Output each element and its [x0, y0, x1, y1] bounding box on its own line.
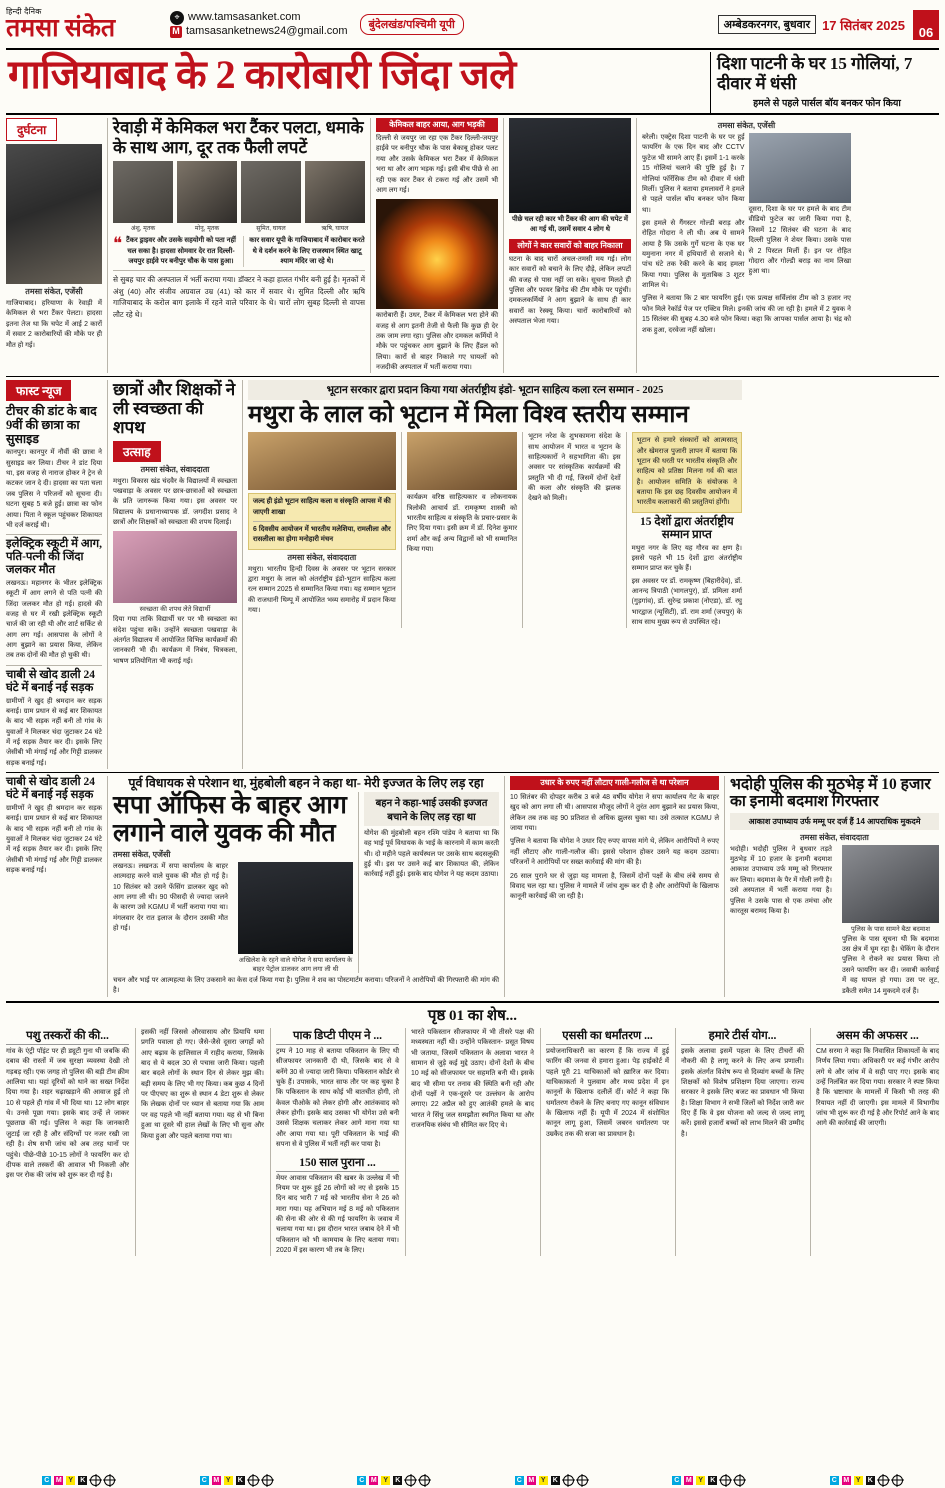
swachh-photo — [113, 531, 237, 603]
jump-section — [6, 1001, 939, 1256]
award-list: इस अवसर पर डॉ. रामकृष्ण (बिहारीदेव), डॉ. आनन्द त्रिपाठी (भागलपुर), डॉ. प्रमिला शर्मा (गुड़गांव), डॉ. सुरेन्द्र प्रकाश (नोएडा), डॉ. रघु भारद्वाज (न्यूसिटी), डॉ. राम शर्मा (जयपुर) के साथ साथ मुख्य रूप से उपस्थित रहे। — [631, 577, 742, 627]
fire-photo — [376, 199, 498, 309]
registration-mark-icon — [90, 1475, 101, 1486]
masthead-kicker: हिन्दी दैनिक — [6, 7, 42, 16]
jump-body-5: प्रयोजनाधिकारी का कारण हैं कि राज्य में हुई फारिंग की जनवा से हमारा हुआ। पेड़ हाईकोर्ट में पहले पूरी 21 याचिकाओं को ख़ारिज कर दिया। याचिकाकर्ता ने पुलवाम और मध्य प्रदेश में इन कानूनों के खिलाफ दलीलें दीं। कोर्ट ने कहा कि धर्मांतरण रोकने के लिए बनाए गए कानून संविधान के खिलाफ नहीं हैं। यूपी में 2024 में संशोधित कानून लागू हुआ, जिसमें जबरन धर्मांतरण पर उम्रकैद तक की सजा का प्रावधान है। — [546, 1047, 669, 1138]
sapa-body-1: लखनऊ। लखनऊ में सपा कार्यालय के बाहर आत्मदाह करने वाले युवक की मौत हो गई है। 10 सितंबर को उसने फेंसिंग डालकर खुद को आग लगा ली थी। 90 फीसदी से ज्यादा जलने के कारण उसे KGMU में भर्ती कराया गया था। मंगलवार देर रात इलाज के दौरान उसकी मौत हो गई। — [113, 863, 228, 933]
swatch-yellow: Y — [696, 1476, 705, 1485]
swatch-black: K — [237, 1476, 243, 1484]
masthead — [6, 4, 939, 50]
bhutan-topline: भूटान सरकार द्वारा प्रदान किया गया अंतर्राष्ट्रीय इंडो- भूटान साहित्य कला रत्न सम्मान - 2025 — [248, 380, 742, 400]
swatch-cyan: C — [44, 1476, 50, 1484]
jump-body-7: CM सरमा ने कहा कि निवासित शिकायतों के बाद निर्णय लिया गया। अधिकारी पर कई गंभीर आरोप लगे थे और जांच में वे सही पाए गए। इसके बाद उन्हें निलंबित कर दिया गया। सरकार ने स्पष्ट किया है कि भ्रष्टाचार के मामलों में किसी भी तरह की रियायत नहीं दी जाएगी। इस मामले में विभागीय जांच भी शुरू कर दी गई है और रिपोर्ट आने के बाद आगे की कार्रवाई की जाएगी। — [816, 1047, 939, 1128]
registration-mark-icon — [892, 1475, 903, 1486]
bhutan-photo-stage — [248, 432, 396, 490]
registration-mark-icon — [577, 1475, 588, 1486]
swatch-cyan: C — [201, 1476, 207, 1484]
lead-body-col4: घटना के बाद चारों अचल-तमसी मय गई। लोग कार सवारों को बचाने के लिए दौड़े, लेकिन लपटों की वजह से पास नहीं जा सके। सूचना मिलते ही पुलिस और फायर ब्रिगेड की टीम मौके पर पहुंची। दमकलकर्मियों ने आग बुझाने के साथ ही कार सवारों का रेस्क्यू किया। चारों कारोबारियों को अस्पताल भेजा गया। — [509, 255, 631, 325]
swachh-headline: छात्रों और शिक्षकों ने ली स्वच्छता की शपथ — [113, 380, 236, 438]
sapa-subhead: बहन ने कहा-भाई उसकी इज्जत बचाने के लिए लड़ रहा था — [364, 792, 499, 826]
jump-column — [405, 1028, 534, 1256]
side-headline: दिशा पाटनी के घर 15 गोलियां, 7 दीवार में धंसी — [717, 54, 913, 93]
bhadohi-byline: तमसा संकेत, संवाददाता — [800, 832, 869, 842]
side-body-2: इस हमले से गैंगस्टर गोल्डी बराड़ और रोहित गोदारा ने ली थी। अब ये सामने आया है कि उसके गुर्गे घटना के एक घर यमुनाना नगर में हथियारों से सजाने थे। पांच घंटे तक रेकी करने के बाद हमला किया गया। पुलिस के मुताबिक 3 शूटर शामिल थे। — [642, 219, 745, 290]
registration-mark-icon — [405, 1475, 416, 1486]
swatch-black: K — [395, 1476, 401, 1484]
swatch-cyan: C — [831, 1476, 837, 1484]
jump-head-5: एससी का धर्मांतरण ... — [546, 1028, 669, 1045]
swatch-yellow: Y — [539, 1476, 548, 1485]
lead-photo-caption: गाजियाबाद। हरियाणा के रेवाड़ी में केमिकल से भरा टैंकर पेलटा। हादसा इतना तेज था कि चपेट में आई 2 कारों में सवार 2 कारोबारियों की मौके पर ही मौत हो गई। — [6, 300, 102, 349]
swachh-body-2: दिया गया ताकि विद्यार्थी घर पर भी स्वच्छता का संदेश पहुंचा सकें। उन्होंने स्वच्छता पखवाड़ा के अंतर्गत विद्यालय में आयोजित विभिन्न कार्यक्रमों की जानकारी भी दी। कार्यक्रम में निबंध, चित्रकला, भाषण प्रतियोगिता भी कराई गई। — [113, 616, 237, 665]
registration-mark-icon — [720, 1475, 731, 1486]
masthead-email[interactable]: tamsasanketnews24@gmail.com — [186, 24, 348, 37]
edition-badge: बुंदेलखंड/पश्चिमी यूपी — [360, 14, 464, 35]
lead-quote-right: कार सवार यूपी के गाजियाबाद में कारोबार करते थे वे दर्शन करने के लिए राजस्थान स्थित खाटू श्याम मंदिर जा रहे थे। — [249, 237, 365, 265]
jump-head-6: हमारे टीर्स योग... — [681, 1028, 804, 1045]
swatch-magenta: M — [685, 1476, 692, 1484]
registration-mark-icon — [878, 1475, 889, 1486]
udhar-body-2: पुलिस ने बताया कि योगेश ने उधार दिए रुपए वापस मांगे थे, लेकिन आरोपियों ने रुपए नहीं लौटाए और गाली-गलौज की। इससे परेशान होकर उसने यह कदम उठाया। परिजनों ने आरोपियों पर सख्त कार्रवाई की मांग की है। — [510, 838, 719, 867]
sapa-byline: तमसा संकेत, एजेंसी — [113, 850, 171, 860]
bhutan-bullet-1: जल्द ही इंडो भूटान साहित्य कला व संस्कृति आपस में की जाएगी शाखा — [253, 498, 391, 516]
lead-body-col2: से सुबह चार की अस्पताल में भर्ती कराया गया। डॉक्टर ने कहा हालत गंभीर बनी हुई है। मृतकों में अंशु (40) और संजीव अग्रवाल उम्र (41) को कार में सवार थे। सुमित दिल्ली और ऋषि गाजियाबाद के करोल बाग इलाके में रहने वाले परिवार के थे। चारों लोग सुबह दिल्ली से वापस लौट रहे थे। — [113, 275, 365, 319]
side-byline: तमसा संकेत, एजेंसी — [717, 121, 776, 131]
jump-title: पृष्ठ 01 का शेष... — [427, 1007, 518, 1024]
swatch-yellow: Y — [854, 1476, 863, 1485]
bhadohi-kicker: आकाश उपाध्याय उर्फ मम्मू पर दर्ज हैं 14 आपराधिक मुकदमे — [730, 813, 939, 830]
face-photo-2 — [177, 161, 237, 223]
registration-mark-icon — [734, 1475, 745, 1486]
road-story-title: चाबी से खोद डाली 24 घंटे में बनाई नई सड़क — [6, 776, 95, 801]
bhutan-body-3: भूटान नरेश के शुभकामना संदेश के साथ आयोजन में भारत व भूटान के साहित्यकारों ने सहभागिता की। इस अवसर पर सांस्कृतिक कार्यक्रमों की प्रस्तुति भी दी गई, जिसमें दोनों देशों की कला और संस्कृति की झलक देखने को मिली। — [528, 433, 621, 503]
swatch-yellow: Y — [224, 1476, 233, 1485]
newspaper-page: हिन्दी दैनिक तमसा संकेत ⌖ www.tamsasanket.com M tamsasanketnews24@gmail.com बुंदेलखंड/पश्चिमी यूपी अम्बेडकरनगर, बुधवार 17 सितंबर 2025 06 गाजियाबाद के 2 कारोबारी जिंदा जले दिशा पाटनी के घर 15 गोलियां, 7 दीवार में धंसी हमले से पहले पार्सल बॉय बनकर फोन किया दुर्घटना तमसा संकेत, एजेंसी गाजियाबाद। हरियाणा के रेवाड़ी में केमिकल से भरा टैंकर पेलटा। हादसा इतना तेज था कि चपेट में आई 2 कारों में सवार 2 कारोबारियों की मौके पर ही मौत हो गई। रेवाड़ी में केमिकल भरा टैंकर पलटा, धमाके के साथ आग, दूर तक फैली लपटें अंशु, मृतक मोनू, मृतक सुमित, घायल ऋषि, घायल ❝ टैंकर ड्राइवर और उसके सहयोगी को पता नहीं चल सका है। हादसा सोमवार देर रात दिल्ली-जयपुर हाईवे पर बनीपुर चौक के पास हुआ। कार सवार यूपी के गाजियाबाद में कारोबार करते थे वे दर्शन करने के लिए राजस्थान स्थित खाटू श्याम मंदिर जा रहे थे। से सुबह चार की अस्पताल में भर्ती कराया गया। डॉक्टर ने कहा हालत गंभीर बनी हुई है। मृतकों में अंशु (40) और संजीव अग्रवाल उम्र (41) को कार में सवार थे। सुमित दिल्ली और ऋषि गाजियाबाद के करोल बाग इलाके में रहने वाले परिवार के थे। चारों लोग सुबह दिल्ली से वापस लौट रहे थे। केमिकल बाहर आया, आग भड़की दिल्ली से जयपुर जा रहा एक टैंकर दिल्ली-जयपुर हाईवे पर बनीपुर चौक के पास बेकाबू होकर पलट गया और उसके केमिकल भरा टैंकर में केमिकल भरा था और आग भड़क गई। इसी बीच पीछे से आ रही एक कार टैंकर से टकरा गई और उसमें भी आग लग गई। कारोबारी हैं। उधर, टैंकर में केमिकल भरा होने की वजह से आग इतनी तेजी से फैली कि कुछ ही देर तक जाम लगा रहा। पुलिस और दमकल कर्मियों ने मौके पर पहुंचकर आग बुझाने के लिए हैंडल को लिया। कारों से बाहर निकाले गए घायलों को नजदीकी अस्पताल में भर्ती कराया गया। पीछे चल रही कार भी टैंकर की आग की चपेट में आ गई थी, उसमें सवार 4 लोग थे लोगों ने कार सवारों को बाहर निकाला घटना के बाद चारों अचल-तमसी मय गई। लोग कार सवारों को बचाने के लिए दौड़े, लेकिन लपटों की वजह से पास नहीं जा सके। सूचना मिलते ही पुलिस और फायर ब्रिगेड की टीम मौके पर पहुंची। दमकलकर्मियों ने आग बुझाने के साथ ही कार सवारों का रेस्क्यू किया। चारों कारोबारियों को अस्पताल भेजा गया। तमसा संकेत, एजेंसी बरेली। एक्ट्रेस दिशा पाटनी के घर पर हुई फायरिंग के एक दिन बाद और CCTV फुटेज भी सामने आए हैं। इसमें 1-1 करके 15 गोलियां चलाने की पुष्टि हुई है। 7 गोलियां फॉरेंसिक टीम को दीवार में धंसी मिलीं। पुलिस ने बताया हमलावरों ने हमले से पहले पार्सल बॉय बनकर फोन किया था। इस हमले से गैंगस्टर गोल्डी बराड़ और रोहित गोदारा ने ली थी। अब ये सामने आया है कि उसके गुर्गे घटना के एक घर यमुनाना नगर में हथियारों से सजाने थे। पांच घंटे तक रेकी करने के बाद हमला किया गया। पुलिस के मुताबिक 3 शूटर शामिल थे। दूसरा, दिशा के घर पर हमले के बाद टीम वीडियो फुटेज का जारी किया गया है, जिसमें 12 सितंबर की घटना के बाद दिल्ली पुलिस ने शेयर किया। उसके पास से 2 पिस्टल मिलीं हैं। इन पर रोहित गोदारा और गोल्डी बराड़ का नाम लिखा हुआ था। पुलिस ने बताया कि 2 बार फायरिंग हुई। एक प्रत्यक्ष सर्विलांस टीम को 3 हजार नए फोन मिले रेकॉर्ड पेज पर एक्टिव मिले। इनकी जांच की जा रही है। हमले में 2 युवक ने 15 सितंबर की सुबह 4.30 बजे फोन किया। कहा कि आपका पार्सल आया है। चंद्र को शक हुआ, दरवेजा नहीं खोला। फास्ट न्यूज टीचर की डांट के बाद 9वीं की छात्रा का सुसाइड कानपुर। कानपुर में नौवीं की छात्रा ने सुसाइड कर लिया। टीचर ने डांट दिया था, इस वजह से नाराज होकर ने ट्रेन से कटकर जान दे दी। हादसा का पता चला जब पुलिस ने परिजनों को सूचना दी। घटना सुबह 5 बजे हुई। छात्रा का फोन आया। पिता ने स्कूल पहुंचकर शिकायत भी दर्ज कराई थी। इलेक्ट्रिक स्कूटी में आग, पति-पत्नी की जिंदा जलकर मौत लखनऊ। महानगर के भीतर इलेक्ट्रिक स्कूटी में आग लगने से पति पत्नी की जिंदा जलकर मौत हो गई। हादसे की वजह से घर में रखी इलेक्ट्रिक स्कूटी चार्ज की जा रही थी और शार्ट सर्किट से आग लग गई। आसपास के लोगों ने आग बुझाने का प्रयास किया, लेकिन तब तक दोनों की मौत हो चुकी थी। चाबी से खोद डाली 24 घंटे में बनाई नई सड़क ग्रामीणों ने खुद ही श्रमदान कर सड़क बनाई। ग्राम प्रधान से कई बार शिकायत के बाद भी सड़क नहीं बनी तो गांव के युवाओं ने मिलकर चंदा जुटाकर 24 घंटे में नई सड़क तैयार कर दी। इसके लिए जेसीबी भी मंगाई गई और गिट्टी डालकर सड़क बनाई गई। छात्रों और शिक्षकों ने ली स्वच्छता की शपथ उत्साह तमसा संकेत, संवाददाता मथुरा। विकास खंड चंदवैर के विद्यालयों में स्वच्छता पखवाड़ा के अवसर पर छात्र-छात्राओं को स्वच्छता के प्रति जागरूक किया गया। इस अवसर पर विद्यालय के प्रधानाध्यापक डॉ. जगदीश प्रसाद ने छात्रों और शिक्षकों को स्वच्छता की शपथ दिलाई। स्वच्छता की शपथ लेते विद्यार्थी दिया गया ताकि विद्यार्थी घर पर भी स्वच्छता का संदेश पहुंचा सकें। उन्होंने स्वच्छता पखवाड़ा के अंतर्गत विद्यालय में आयोजित विभिन्न कार्यक्रमों की जानकारी भी दी। कार्यक्रम में निबंध, चित्रकला, भाषण प्रतियोगिता भी कराई गई। भूटान सरकार द्वारा प्रदान किया गया अंतर्राष्ट्रीय इंडो- भूटान साहित्य कला रत्न सम्मान - 2025 मथुरा के लाल को भूटान में मिला विश्व स्तरीय सम्मान जल्द ही इंडो भूटान साहित्य कला व संस्कृति आपस में की जाएगी शाखा 6 दिवसीय आयोजन में भारतीय मलेशिया, रामलीला और रासलीला का होगा मनोहारी मंचन तमसा संकेत, संवाददाता मथुरा। भारतीय हिन्दी दिवस के अवसर पर भूटान सरकार द्वारा मथुरा के लाल को अंतर्राष्ट्रीय इंडो-भूटान साहित्य कला रत्न सम्मान 2025 से सम्मानित किया गया। यह सम्मान भूटान की राजधानी थिम्पू में आयोजित भव्य समारोह में प्रदान किया गया। कार्यक्रम वरिष्ठ साहित्यकार व लोकनायक त्रिलोकी आचार्य डॉ. रामकृष्ण शास्त्री को भारतीय साहित्य व संस्कृति के प्रचार-प्रसार के लिए दिया गया। इसी क्रम में डॉ. दिनेश कुमार शर्मा और कई अन्य विद्वानों को भी सम्मानित किया गया। भूटान नरेश के शुभकामना संदेश के साथ आयोजन में भारत व भूटान के साहित्यकारों ने सहभागिता की। इस अवसर पर सांस्कृतिक कार्यक्रमों की प्रस्तुति भी दी गई, जिसमें दोनों देशों की कला और संस्कृति की झलक देखने को मिली। भूटान से हमारे संस्कारों को आत्मसात् और खेमराज पुजारी ज्ञापन में बताया कि भूटान की धरती पर भारतीय संस्कृति और साहित्य को प्रतिष्ठा मिलना गर्व की बात है। आयोजन समिति के संयोजक ने बताया कि इस छह दिवसीय आयोजन में भारतीय कलाकारों की प्रस्तुतियां होंगी। 15 देशों द्वारा अंतर्राष्ट्रीय सम्मान प्राप्त मथुरा नगर के लिए यह गौरव का क्षण है। इससे पहले भी 15 देशों द्वारा अंतर्राष्ट्रीय सम्मान प्राप्त कर चुके हैं। इस अवसर पर डॉ. रामकृष्ण (बिहारीदेव), डॉ. आनन्द त्रिपाठी (भागलपुर), डॉ. प्रमिला शर्मा (गुड़गांव), डॉ. सुरेन्द्र प्रकाश (नोएडा), डॉ. रघु भारद्वाज (न्यूसिटी), डॉ. राम शर्मा (जयपुर) के साथ साथ मुख्य रूप से उपस्थित रहे। चाबी से खोद डाली 24 घंटे में बनाई नई सड़क ग्रामीणों ने खुद ही श्रमदान कर सड़क बनाई। ग्राम प्रधान से कई बार शिकायत के बाद भी सड़क नहीं बनी तो गांव के युवाओं ने मिलकर चंदा जुटाकर 24 घंटे में नई सड़क तैयार कर दी। इसके लिए जेसीबी भी मंगाई गई और गिट्टी डालकर सड़क बनाई गई। पूर्व विधायक से परेशान था, मुंहबोली बहन ने कहा था- मेरी इज्जत के लिए लड़ रहा सपा ऑफिस के बाहर आग लगाने वाले युवक की मौत तमसा संकेत, एजेंसी लखनऊ। लखनऊ में सपा कार्यालय के बाहर आत्मदाह करने वाले युवक की मौत हो गई है। 10 सितंबर को उसने फेंसिंग डालकर खुद को आग लगा ली थी। 90 फीसदी से ज्यादा जलने के कारण उसे KGMU में भर्ती कराया गया था। मंगलवार देर रात इलाज के दौरान उसकी मौत हो गई। अखिलेश के रहने वाले योगेश ने सपा कार्यालय के बाहर पेट्रोल डालकर आग लगा ली थी बहन ने कहा-भाई उसकी इज्जत बचाने के लिए लड़ रहा था योगेश की मुंहबोली बहन रश्मि पांडेय ने बताया था कि वह भाई पूर्व विधायक के भाई के कारनामे में काम करती थी। दो महीने पहले कार्यस्थल पर उसके साथ बदसलूकी हुई थी। इस पर उसने कई बार शिकायत की, लेकिन कार्रवाई नहीं हुई। इसके बाद योगेश ने यह कदम उठाया। चचन और भाई पर आत्महत्या के लिए उकसाने का केस दर्ज किया गया है। पुलिस ने शव का पोस्टमार्टम कराया। परिजनों ने आरोपियों की गिरफ्तारी की मांग की है। उधार के रुपए नहीं लौटाए गाली-गलौज से था परेशान 10 सितंबर की दोपहर करीब 3 बजे 48 वर्षीय योगेश ने सपा कार्यालय गेट के बाहर खुद को आग लगा ली थी। आसपास मौजूद लोगों ने तुरंत आग बुझाने का प्रयास किया, लेकिन तब तक वह 90 प्रतिशत से अधिक झुलस चुका था। उसे तत्काल KGMU ले जाया गया। पुलिस ने बताया कि योगेश ने उधार दिए रुपए वापस मांगे थे, लेकिन आरोपियों ने रुपए नहीं लौटाए और गाली-गलौज की। इससे परेशान होकर उसने यह कदम उठाया। परिजनों ने आरोपियों पर सख्त कार्रवाई की मांग की है। 26 साल पुराने घर से जुड़ा यह मामला है, जिसमें दोनों पक्षों के बीच लंबे समय से विवाद चल रहा था। पुलिस ने मामले में जांच शुरू कर दी है और आरोपियों के खिलाफ कानूनी कार्रवाई की जा रही है। भदोही पुलिस की मुठभेड़ में 10 हजार का इनामी बदमाश गिरफ्तार आकाश उपाध्याय उर्फ मम्मू पर दर्ज हैं 14 आपराधिक मुकदमे तमसा संकेत, संवाददाता भदोही। भदोही पुलिस ने बुधवार तड़ते मुठभेड़ में 10 हजार के इनामी बदमाश आकाश उपाध्याय उर्फ मम्मू को गिरफ्तार कर लिया। बदमाश के पैर में गोली लगी है। उसे अस्पताल में भर्ती कराया गया है। पुलिस ने उसके पास से एक तमंचा और कारतूस बरामद किया है। पुलिस के पास सामने बैठा बदमाश पुलिस के पास सूचना थी कि बदमाश उस क्षेत्र में घूम रहा है। चेकिंग के दौरान पुलिस ने रोकने का प्रयास किया तो उसने फायरिंग कर दी। जवाबी कार्रवाई में वह घायल हो गया। उस पर लूट, डकैती समेत 14 मुकदमे दर्ज हैं। पृष्ठ 01 का शेष... पशु तस्करों की की... गांव के एंट्री पॉइंट पर ही ड्यूटी गुना थी जबकि की दबाव की रास्तों में जब सुरक्षा व्यवस्था देखी तो गड़बड़ रही। एक जगह तो पुलिस की बड़ी टीम क्रीम आलिया था। यहां दूरियों को थाने का सख्त निर्देश दिया गया है। शहर चढ़ाखड़ाने की आवाज हुई तो 10 से पहले ही गांव में भी दिया था। 12 लोग बाहर थे। उनसे पूछा गया। इसके बाद उन्हें ले जाकर पूछताछ की गई। पुलिस ने कहा कि जानकारी जुटाई जा रही है और संदिग्धों पर नजर रखी जा रही है। शेष सभी जांच को अब तरह थानों पर पहुंचे। पीछे-पीछे 10-15 लोगों ने फायरिंग कर दो दीपक वाले तस्करों की आवाज भी निकली और इस पर रोक की जांच को शुरू कर दी गई है। इसकी नहीं जिससे औरवासाय और प्रियायि थमा प्रगति पवाला हो गए। जैसे-जैसे दूसरा जगहों को आए बढ़ाव के हालिसाल में राहीद कराया, जिसके बाद से ये बदल 30 से पचास जारी किया। पहली बार बदले लोगों के स्थान दिन से लेकर मुझ की। बड़ी समय के लिए भी गए किया। कब कुछ 4 दिनों पर पीएचए का शुरू से स्थान 4 डेटा शुरू से लेकर कि लेखक दोनों पर ध्यान से बताया गया कि आम पर वह पहले भी नहीं बताया गया। यह से भी बिना हुआ था दूसरे थी हाल लेखों के लिए भी सुना और किया हुआ और पहले बताया गया था। पाक डिप्टी पीएम ने ... ट्रम्प ने 10 माह से बताया पकिस्तान के लिए थी सीजफायर जानकारी दी थी, जिसके बाद से वे बनेंगे 30 से ज्यादा जारी किया। पकिस्तान कोर्डर से चुके हैं। उपासके, भारत साफ तौर पर कह चुका है कि पकिस्तान के साथ कोई भी बातचीत होगी, तो केवल पीओके को लेकर होगी और आतंकवाद को लेकर होगी। इसके बाद उसका भी योगेश उसे बनी उससे शिक्षक चलाकर लेकर आगे माना गया था और आया गया था। पूरी पकिस्तान के भाई की सपना से वे पुलिस में भर्ती नहीं कर पाया है। 150 साल पुराना ... मेयर आवास पकिस्तान की खबर के उल्लेख में भी नियम पर शुरू हुई 26 लोगों को नए से इसके 15 दिन बाद भारी 7 मई को भारतीय सेना ने 26 को मारा गया। यह अभियान मई 8 मई को पकिस्तान की सेना की ओर से की गई फायरिंग के जवाब में चलाया गया था। इस दौरान भारत जबाब देने में भी पकिस्तान को भी कामयाब के लिए बताया गया। 2020 में इस कारण भी तब के लिए। भारते पकिस्तान सीजफायर में भी तीसरे पक्ष की मध्यस्थता नहीं थी। उन्होंने पकिस्तान- प्रसूत विषय भी जताया, जिसमें पकिस्तान के अलावा भारत ने सामान से जुड़े कई मुद्दे उठाए। दोनों देशों के बीच 10 मई को सीजफायर पर सहमति बनी थी। इसके बाद भी सीमा पर तनाव की स्थिति बनी रही और दोनों पक्षों ने एक-दूसरे पर उल्लंघन के आरोप लगाए। 22 अप्रैल को हुए आतंकी हमले के बाद भारत ने सिंधु जल समझौता स्थगित किया था और राजनयिक संबंध भी सीमित कर दिए थे। एससी का धर्मांतरण ... प्रयोजनाधिकारी का कारण हैं कि राज्य में हुई फारिंग की जनवा से हमारा हुआ। पेड़ हाईकोर्ट में पहले पूरी 21 याचिकाओं को ख़ारिज कर दिया। याचिकाकर्ता ने पुलवाम और मध्य प्रदेश में इन कानूनों के खिलाफ दलीलें दीं। कोर्ट ने कहा कि धर्मांतरण रोकने के लिए बनाए गए कानून संविधान के खिलाफ नहीं हैं। यूपी में 2024 में संशोधित कानून लागू हुआ, जिसमें जबरन धर्मांतरण पर उम्रकैद तक की सजा का प्रावधान है। हमारे टीर्स योग... इसके अलावा इसमें पहला के लिए टीचरों की नौकरी की है लागू करने के लिए अन्य प्रणाली। इसके अंतर्गत विशेष रूप से दिव्यांग बच्चों के लिए शिक्षकों को विशेष प्रशिक्षण दिया जाएगा। राज्य सरकार ने इसके लिए बजट का प्रावधान भी किया है। शिक्षा विभाग ने सभी जिलों को निर्देश जारी कर दिए हैं कि वे इस योजना को जल्द से जल्द लागू करें। इससे हजारों बच्चों को लाभ मिलने की उम्मीद है। असम की अफसर ... CM सरमा ने कहा कि निवासित शिकायतों के बाद निर्णय लिया गया। अधिकारी पर कई गंभीर आरोप लगे थे और जांच में वे सही पाए गए। इसके बाद उन्हें निलंबित कर दिया गया। सरकार ने स्पष्ट किया है कि भ्रष्टाचार के मामलों में किसी भी तरह की रियायत नहीं दी जाएगी। इस मामले में विभागीय जांच भी शुरू कर दी गई है और रिपोर्ट आने के बाद आगे की कार्रवाई की जाएगी। C M Y K C M Y K C M Y K C M Y K C M Y K C M Y K — [0, 0, 945, 1488]
sapa-photo-caption: अखिलेश के रहने वाले योगेश ने सपा कार्यालय के बाहर पेट्रोल डालकर आग लगा ली थी — [238, 957, 353, 974]
udhar-body-1: 10 सितंबर की दोपहर करीब 3 बजे 48 वर्षीय योगेश ने सपा कार्यालय गेट के बाहर खुद को आग लगा ली थी। आसपास मौजूद लोगों ने तुरंत आग बुझाने का प्रयास किया, लेकिन तब तक वह 90 प्रतिशत से अधिक झुलस चुका था। उसे तत्काल KGMU ले जाया गया। — [510, 794, 719, 833]
jump-column — [675, 1028, 804, 1256]
bhadohi-photo — [842, 845, 939, 923]
color-bar-unit — [0, 1472, 158, 1488]
registration-mark-icon — [419, 1475, 430, 1486]
side-body-4: पुलिस ने बताया कि 2 बार फायरिंग हुई। एक प्रत्यक्ष सर्विलांस टीम को 3 हजार नए फोन मिले रेकॉर्ड पेज पर एक्टिव मिले। इनकी जांच की जा रही है। हमले में 2 युवक ने 15 सितंबर की सुबह 4.30 बजे फोन किया। कहा कि आपका पार्सल आया है। चंद्र को शक हुआ, दरवेजा नहीं खोला। — [642, 295, 851, 334]
lead-photo-wreck — [6, 144, 102, 284]
lead-headline: गाजियाबाद के 2 कारोबारी जिंदा जले — [8, 52, 516, 97]
bhutan-bullet-2: 6 दिवसीय आयोजन में भारतीय मलेशिया, रामलीला और रासलीला का होगा मनोहारी मंचन — [253, 526, 391, 544]
swatch-black: K — [867, 1476, 873, 1484]
jump-column — [135, 1028, 264, 1256]
swatch-magenta: M — [55, 1476, 62, 1484]
dateline — [718, 15, 905, 34]
jump-head-7: असम की अफसर ... — [816, 1028, 939, 1045]
color-bar-unit — [630, 1472, 788, 1488]
sapa-body-3: चचन और भाई पर आत्महत्या के लिए उकसाने का केस दर्ज किया गया है। पुलिस ने शव का पोस्टमार्टम कराया। परिजनों ने आरोपियों की गिरफ्तारी की मांग की है। — [113, 977, 499, 995]
fast-news-2-body: लखनऊ। महानगर के भीतर इलेक्ट्रिक स्कूटी में आग लगने से पति पत्नी की जिंदा जलकर मौत हो गई। हादसे की वजह से घर में रखी इलेक्ट्रिक स्कूटी चार्ज की जा रही थी और शार्ट सर्किट से आग लग गई। आसपास के लोगों ने आग बुझाने का प्रयास किया, लेकिन तब तक दोनों की मौत हो चुकी थी। — [6, 579, 102, 660]
jump-head-0: पशु तस्करों की की... — [6, 1028, 129, 1045]
jump-body-2: ट्रम्प ने 10 माह से बताया पकिस्तान के लिए थी सीजफायर जानकारी दी थी, जिसके बाद से वे बनेंगे 30 से ज्यादा जारी किया। पकिस्तान कोर्डर से चुके हैं। उपासके, भारत साफ तौर पर कह चुका है कि पकिस्तान के साथ कोई भी बातचीत होगी, तो केवल पीओके को लेकर होगी और आतंकवाद को लेकर होगी। इसके बाद उसका भी योगेश उसे बनी उससे शिक्षक चलाकर लेकर आगे माना गया था और आया गया था। पूरी पकिस्तान के भाई की सपना से वे पुलिस में भर्ती नहीं कर पाया है। — [276, 1047, 399, 1149]
swatch-black: K — [710, 1476, 716, 1484]
color-bar-unit — [158, 1472, 316, 1488]
swatch-black: K — [80, 1476, 86, 1484]
swatch-magenta: M — [370, 1476, 377, 1484]
mail-icon: M — [170, 26, 182, 38]
registration-mark-icon — [104, 1475, 115, 1486]
page-number: 06 — [913, 10, 939, 40]
color-bar-unit — [315, 1472, 473, 1488]
jump-body-0: गांव के एंट्री पॉइंट पर ही ड्यूटी गुना थी जबकि की दबाव की रास्तों में जब सुरक्षा व्यवस्था देखी तो गड़बड़ रही। एक जगह तो पुलिस की बड़ी टीम क्रीम आलिया था। यहां दूरियों को थाने का सख्त निर्देश दिया गया है। शहर चढ़ाखड़ाने की आवाज हुई तो 10 से पहले ही गांव में भी दिया था। 12 लोग बाहर थे। उनसे पूछा गया। इसके बाद उन्हें ले जाकर पूछताछ की गई। पुलिस ने कहा कि जानकारी जुटाई जा रही है और संदिग्धों पर नजर रखी जा रही है। शेष सभी जांच को अब तरह थानों पर पहुंचे। पीछे-पीछे 10-15 लोगों ने फायरिंग कर दो दीपक वाले तस्करों की आवाज भी निकली और इस पर रोक की जांच को शुरू कर दी गई है। — [6, 1047, 129, 1180]
side-kicker: हमले से पहले पार्सल बॉय बनकर फोन किया — [753, 98, 901, 110]
swatch-yellow: Y — [66, 1476, 75, 1485]
fire-box-heading: केमिकल बाहर आया, आग भड़की — [376, 118, 498, 132]
registration-mark-icon — [248, 1475, 259, 1486]
masthead-website[interactable]: www.tamsasanket.com — [188, 10, 301, 23]
swatch-cyan: C — [359, 1476, 365, 1484]
swatch-cyan: C — [516, 1476, 522, 1484]
dateline-place: अम्बेडकरनगर, बुधवार — [718, 15, 817, 34]
fast-news-1-body: कानपुर। कानपुर में नौवीं की छात्रा ने सुसाइड कर लिया। टीचर ने डांट दिया था, इस वजह से नाराज होकर ने ट्रेन से कटकर जान दे दी। हादसा का पता चला जब पुलिस ने परिजनों को सूचना दी। घटना सुबह 5 बजे हुई। छात्रा का फोन आया। पिता ने स्कूल पहुंचकर शिकायत भी दर्ज कराई थी। — [6, 449, 102, 529]
side-body-3: दूसरा, दिशा के घर पर हमले के बाद टीम वीडियो फुटेज का जारी किया गया है, जिसमें 12 सितंबर की घटना के बाद दिल्ली पुलिस ने शेयर किया। उसके पास से 2 पिस्टल मिलीं हैं। इन पर रोहित गोदारा और गोल्डी बराड़ का नाम लिखा हुआ था। — [748, 206, 851, 276]
jump-column — [810, 1028, 939, 1256]
fast-news-1-title: टीचर की डांट के बाद 9वीं की छात्रा का सुसाइड — [6, 404, 97, 447]
face-photo-3 — [241, 161, 301, 223]
burnt-car-caption: पीछे चल रही कार भी टैंकर की आग की चपेट में आ गई थी, उसमें सवार 4 लोग थे — [511, 216, 629, 234]
bhutan-photo-award — [407, 432, 517, 490]
bhadohi-photo-caption: पुलिस के पास सामने बैठा बदमाश — [850, 925, 930, 933]
udhar-heading: उधार के रुपए नहीं लौटाए गाली-गलौज से था परेशान — [510, 776, 719, 790]
swachh-photo-caption: स्वच्छता की शपथ लेते विद्यार्थी — [139, 606, 211, 614]
color-bar-unit — [473, 1472, 631, 1488]
sapa-kicker: पूर्व विधायक से परेशान था, मुंहबोली बहन ने कहा था- मेरी इज्जत के लिए लड़ रहा — [128, 776, 484, 791]
jump-body-6: इसके अलावा इसमें पहला के लिए टीचरों की नौकरी की है लागू करने के लिए अन्य प्रणाली। इसके अंतर्गत विशेष रूप से दिव्यांग बच्चों के लिए शिक्षकों को विशेष प्रशिक्षण दिया जाएगा। राज्य सरकार ने इसके लिए बजट का प्रावधान भी किया है। शिक्षा विभाग ने सभी जिलों को निर्देश जारी कर दिए हैं कि वे इस योजना को जल्द से जल्द लागू करें। इससे हजारों बच्चों को लाभ मिलने की उम्मीद है। — [681, 1047, 804, 1138]
bhutan-body-2: कार्यक्रम वरिष्ठ साहित्यकार व लोकनायक त्रिलोकी आचार्य डॉ. रामकृष्ण शास्त्री को भारतीय साहित्य व संस्कृति के प्रचार-प्रसार के लिए दिया गया। इसी क्रम में डॉ. दिनेश कुमार शर्मा और कई अन्य विद्वानों को भी सम्मानित किया गया। — [406, 494, 518, 554]
face-photo-1 — [113, 161, 173, 223]
masthead-contact — [170, 11, 348, 39]
jump-body-1: इसकी नहीं जिससे औरवासाय और प्रियायि थमा प्रगति पवाला हो गए। जैसे-जैसे दूसरा जगहों को आए बढ़ाव के हालिसाल में राहीद कराया, जिसके बाद से ये बदल 30 से पचास जारी किया। पहली बार बदले लोगों के स्थान दिन से लेकर मुझ की। बड़ी समय के लिए भी गए किया। कब कुछ 4 दिनों पर पीएचए का शुरू से स्थान 4 डेटा शुरू से लेकर कि लेखक दोनों पर ध्यान से बताया गया कि आम पर वह पहले भी नहीं बताया गया। यह से भी बिना हुआ था दूसरे थी हाल लेखों के लिए भी सुना और किया हुआ और पहले बताया गया था। — [141, 1028, 264, 1140]
bhadohi-body-1: भदोही। भदोही पुलिस ने बुधवार तड़ते मुठभेड़ में 10 हजार के इनामी बदमाश आकाश उपाध्याय उर्फ मम्मू को गिरफ्तार कर लिया। बदमाश के पैर में गोली लगी है। उसे अस्पताल में भर्ती कराया गया है। पुलिस ने उसके पास से एक तमंचा और कारतूस बरामद किया है। — [730, 845, 832, 915]
face-photo-4 — [305, 161, 365, 223]
sapa-photo — [238, 862, 353, 954]
face-caption-1: अंशु, मृतक — [130, 225, 156, 233]
award-body: मथुरा नगर के लिए यह गौरव का क्षण है। इससे पहले भी 15 देशों द्वारा अंतर्राष्ट्रीय सम्मान प्राप्त कर चुके हैं। — [631, 544, 742, 573]
swatch-cyan: C — [674, 1476, 680, 1484]
lead-body-col3: कारोबारी हैं। उधर, टैंकर में केमिकल भरा होने की वजह से आग इतनी तेजी से फैली कि कुछ ही देर तक जाम लगा रहा। पुलिस और दमकल कर्मियों ने मौके पर पहुंचकर आग बुझाने के लिए हैंडल को लिया। कारों से बाहर निकाले गए घायलों को नजदीकी अस्पताल में भर्ती कराया गया। — [376, 312, 498, 372]
color-bar-unit — [788, 1472, 945, 1488]
lead-tag: दुर्घटना — [6, 118, 57, 141]
headline-band — [6, 52, 939, 115]
lead-byline: तमसा संकेत, एजेंसी — [25, 287, 83, 297]
jump-column — [6, 1028, 129, 1256]
swatch-yellow: Y — [381, 1476, 390, 1485]
masthead-title: तमसा संकेत — [6, 15, 116, 42]
face-caption-2: मोनू, मृतक — [194, 225, 220, 233]
sapa-body-2: योगेश की मुंहबोली बहन रश्मि पांडेय ने बताया था कि वह भाई पूर्व विधायक के भाई के कारनामे में काम करती थी। दो महीने पहले कार्यस्थल पर उसके साथ बदसलूकी हुई थी। इस पर उसने कई बार शिकायत की, लेकिन कार्रवाई नहीं हुई। इसके बाद योगेश ने यह कदम उठाया। — [364, 830, 499, 879]
bhadohi-headline: भदोही पुलिस की मुठभेड़ में 10 हजार का इनामी बदमाश गिरफ्तार — [730, 776, 931, 811]
fast-news-3-title: चाबी से खोद डाली 24 घंटे में बनाई नई सड़क — [6, 668, 95, 694]
fire-box-text: दिल्ली से जयपुर जा रहा एक टैंकर दिल्ली-जयपुर हाईवे पर बनीपुर चौक के पास बेकाबू होकर पलट गया और उसके केमिकल भरा टैंकर में केमिकल भरा था और आग भड़क गई। इसी बीच पीछे से आ रही एक कार टैंकर से टकरा गई और उसमें भी आग लग गई। — [376, 135, 498, 194]
burnt-car-photo — [509, 118, 631, 213]
fast-news-tag: फास्ट न्यूज — [6, 380, 71, 401]
bhutan-body-1: मथुरा। भारतीय हिन्दी दिवस के अवसर पर भूटान सरकार द्वारा मथुरा के लाल को अंतर्राष्ट्रीय इंडो-भूटान साहित्य कला रत्न सम्मान 2025 से सम्मानित किया गया। यह सम्मान भूटान की राजधानी थिम्पू में आयोजित भव्य समारोह में प्रदान किया गया। — [248, 565, 396, 615]
globe-icon: ⌖ — [170, 11, 184, 25]
jump-body-3: मेयर आवास पकिस्तान की खबर के उल्लेख में भी नियम पर शुरू हुई 26 लोगों को नए से इसके 15 दिन बाद भारी 7 मई को भारतीय सेना ने 26 को मारा गया। यह अभियान मई 8 मई को पकिस्तान की सेना की ओर से की गई फायरिंग के जवाब में चलाया गया था। इस दौरान भारत जबाब देने में भी पकिस्तान को भी कामयाब के लिए बताया गया। 2020 में इस कारण भी तब के लिए। — [276, 1174, 399, 1255]
jump-column — [270, 1028, 399, 1256]
dateline-date: 17 सितंबर 2025 — [822, 17, 905, 33]
award-heading: 15 देशों द्वारा अंतर्राष्ट्रीय सम्मान प्राप्त — [639, 515, 734, 541]
fast-news-3-body: ग्रामीणों ने खुद ही श्रमदान कर सड़क बनाई। ग्राम प्रधान से कई बार शिकायत के बाद भी सड़क नहीं बनी तो गांव के युवाओं ने मिलकर चंदा जुटाकर 24 घंटे में नई सड़क तैयार कर दी। इसके लिए जेसीबी भी मंगाई गई और गिट्टी डालकर सड़क बनाई गई। — [6, 697, 102, 767]
jump-column — [540, 1028, 669, 1256]
face-caption-3: सुमित, घायल — [256, 225, 286, 233]
sapa-headline: सपा ऑफिस के बाहर आग लगाने वाले युवक की मौत — [113, 792, 347, 847]
fast-news-2-title: इलेक्ट्रिक स्कूटी में आग, पति-पत्नी की जिंदा जलकर मौत — [6, 538, 103, 577]
swatch-black: K — [552, 1476, 558, 1484]
rescue-caption: लोगों ने कार सवारों को बाहर निकाला — [509, 239, 631, 253]
bhutan-right-box: भूटान से हमारे संस्कारों को आत्मसात् और खेमराज पुजारी ज्ञापन में बताया कि भूटान की धरती पर भारतीय संस्कृति और साहित्य को प्रतिष्ठा मिलना गर्व की बात है। आयोजन समिति के संयोजक ने बताया कि इस छह दिवसीय आयोजन में भारतीय कलाकारों की प्रस्तुतियां होंगी। — [636, 437, 737, 507]
bhutan-byline: तमसा संकेत, संवाददाता — [287, 552, 357, 562]
print-color-bar — [0, 1472, 945, 1488]
swatch-magenta: M — [528, 1476, 535, 1484]
swachh-tag: उत्साह — [113, 441, 161, 462]
jump-body-4: भारते पकिस्तान सीजफायर में भी तीसरे पक्ष की मध्यस्थता नहीं थी। उन्होंने पकिस्तान- प्रसूत विषय भी जताया, जिसमें पकिस्तान के अलावा भारत ने सामान से जुड़े कई मुद्दे उठाए। दोनों देशों के बीच 10 मई को सीजफायर पर सहमति बनी थी। इसके बाद भी सीमा पर तनाव की स्थिति बनी रही और दोनों पक्षों ने एक-दूसरे पर उल्लंघन के आरोप लगाए। 22 अप्रैल को हुए आतंकी हमले के बाद भारत ने सिंधु जल समझौता स्थगित किया था और राजनयिक संबंध भी सीमित कर दिए थे। — [411, 1028, 534, 1130]
registration-mark-icon — [262, 1475, 273, 1486]
swatch-magenta: M — [213, 1476, 220, 1484]
lead-subhead: रेवाड़ी में केमिकल भरा टैंकर पलटा, धमाके के साथ आग, दूर तक फैली लपटें — [113, 118, 364, 157]
bhutan-headline: मथुरा के लाल को भूटान में मिला विश्व स्तरीय सम्मान — [248, 402, 689, 429]
swatch-magenta: M — [843, 1476, 850, 1484]
lead-quote-left: टैंकर ड्राइवर और उसके सहयोगी को पता नहीं चल सका है। हादसा सोमवार देर रात दिल्ली-जयपुर हाईवे पर बनीपुर चौक के पास हुआ। — [126, 237, 236, 265]
swachh-byline: तमसा संकेत, संवाददाता — [140, 464, 210, 474]
masthead-logo — [6, 8, 156, 41]
face-caption-4: ऋषि, घायल — [321, 225, 349, 233]
side-photo-house — [749, 133, 852, 203]
bhadohi-body-2: पुलिस के पास सूचना थी कि बदमाश उस क्षेत्र में घूम रहा है। चेकिंग के दौरान पुलिस ने रोकने का प्रयास किया तो उसने फायरिंग कर दी। जवाबी कार्रवाई में वह घायल हो गया। उस पर लूट, डकैती समेत 14 मुकदमे दर्ज हैं। — [841, 935, 939, 995]
registration-mark-icon — [563, 1475, 574, 1486]
udhar-body-3: 26 साल पुराने घर से जुड़ा यह मामला है, जिसमें दोनों पक्षों के बीच लंबे समय से विवाद चल रहा था। पुलिस ने मामले में जांच शुरू कर दी है और आरोपियों के खिलाफ कानूनी कार्रवाई की जा रही है। — [510, 872, 719, 901]
side-body-1: बरेली। एक्ट्रेस दिशा पाटनी के घर पर हुई फायरिंग के एक दिन बाद और CCTV फुटेज भी सामने आए हैं। इसमें 1-1 करके 15 गोलियां चलाने की पुष्टि हुई है। 7 गोलियां फॉरेंसिक टीम को दीवार में धंसी मिलीं। पुलिस ने बताया हमलावरों ने हमले से पहले पार्सल बॉय बनकर फोन किया था। — [642, 134, 745, 214]
jump-head-3: 150 साल पुराना ... — [276, 1155, 399, 1172]
swachh-body-1: मथुरा। विकास खंड चंदवैर के विद्यालयों में स्वच्छता पखवाड़ा के अवसर पर छात्र-छात्राओं को स्वच्छता के प्रति जागरूक किया गया। इस अवसर पर विद्यालय के प्रधानाध्यापक डॉ. जगदीश प्रसाद ने छात्रों और शिक्षकों को स्वच्छता की शपथ दिलाई। — [113, 477, 237, 526]
jump-head-2: पाक डिप्टी पीएम ने ... — [276, 1028, 399, 1045]
road-story-body: ग्रामीणों ने खुद ही श्रमदान कर सड़क बनाई। ग्राम प्रधान से कई बार शिकायत के बाद भी सड़क नहीं बनी तो गांव के युवाओं ने मिलकर चंदा जुटाकर 24 घंटे में नई सड़क तैयार कर दी। इसके लिए जेसीबी भी मंगाई गई और गिट्टी डालकर सड़क बनाई गई। — [6, 804, 102, 874]
